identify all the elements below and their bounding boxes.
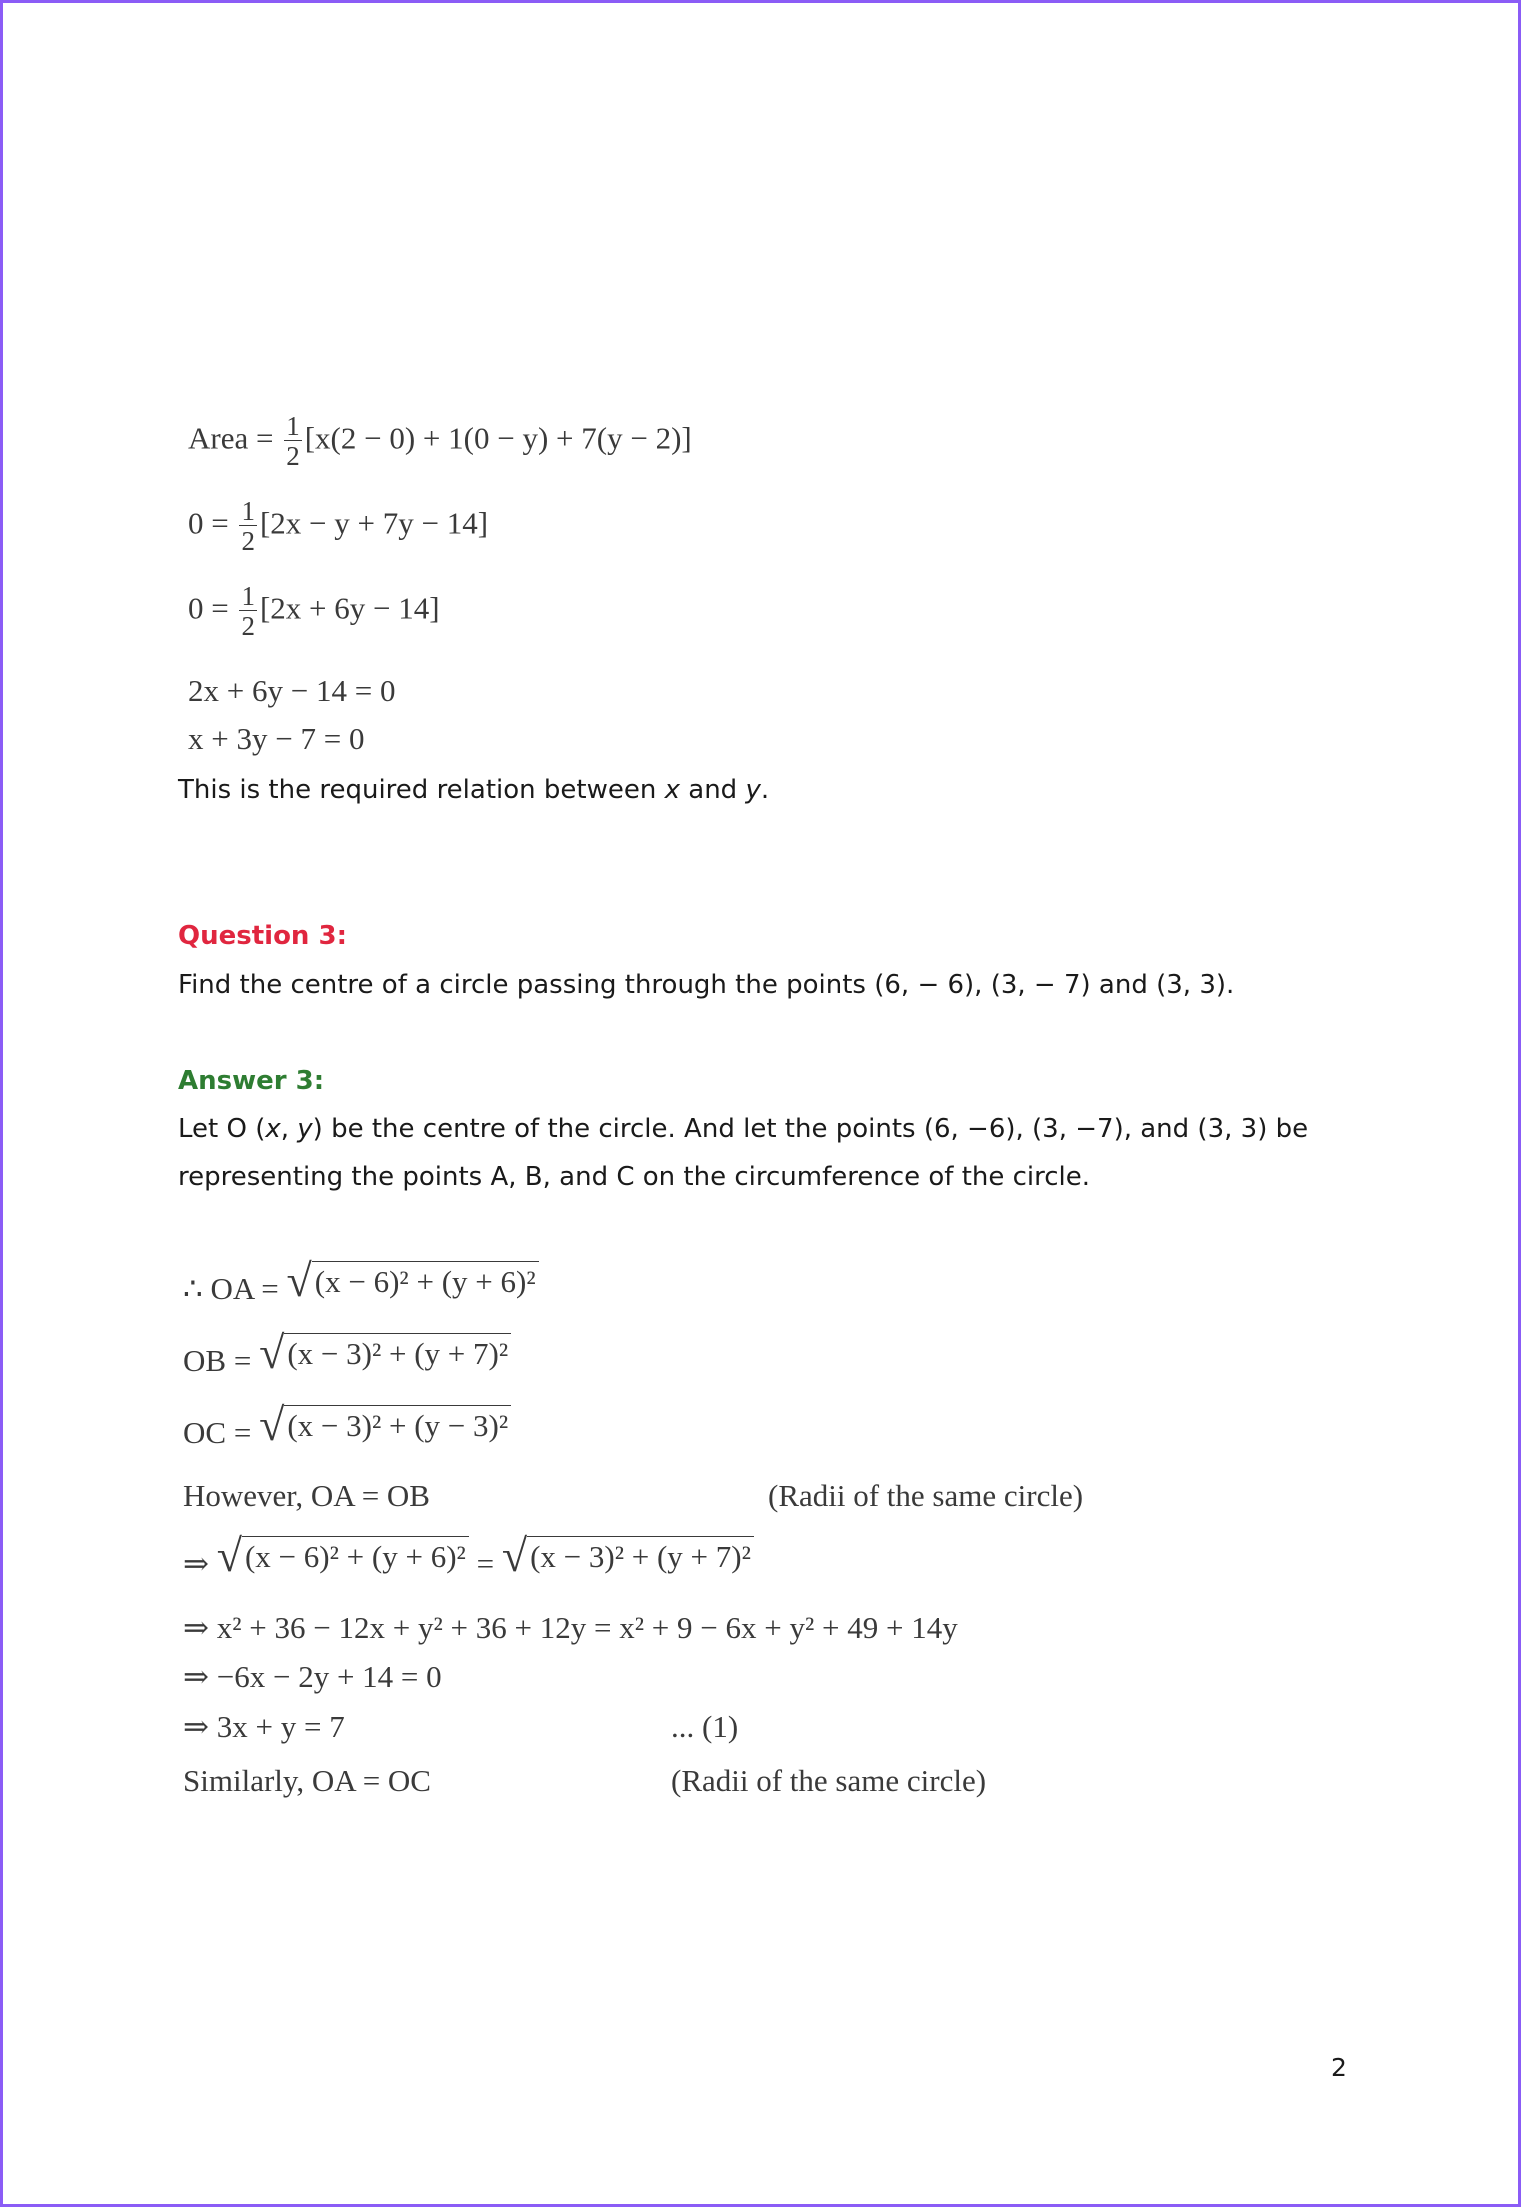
simplified-equation: ⇒ −6x − 2y + 14 = 0 bbox=[183, 1659, 442, 1694]
page-number: 2 bbox=[1331, 2053, 1347, 2082]
area-equation-line2: 0 = $\frac{1}{2}$ [2x − y + 7y − 14] bbox=[188, 496, 489, 556]
square-root: √ (x − 3)² + (y + 7)² bbox=[502, 1536, 754, 1582]
equate-distances: ⇒ √ (x − 6)² + (y + 6)² = √ (x − 3)² + (y + 7)² bbox=[183, 1536, 754, 1582]
however-oa-equals-ob: However, OA = OB bbox=[183, 1478, 430, 1513]
area-equation-line4: 2x + 6y − 14 = 0 bbox=[188, 673, 396, 708]
area-bracket: [x(2 − 0) + 1(0 − y) + 7(y − 2)] bbox=[304, 420, 692, 456]
answer-3-line1: Let O (x, y) be the centre of the circle. And let the points (6, −6), (3, −7), and (3, 3) be bbox=[178, 1114, 1309, 1144]
answer-3-line2: representing the points A, B, and C on the circumference of the circle. bbox=[178, 1162, 1091, 1192]
radii-note-1: (Radii of the same circle) bbox=[768, 1478, 1084, 1513]
expanded-equation: ⇒ x² + 36 − 12x + y² + 36 + 12y = x² + 9 − 6x + y² + 49 + 14y bbox=[183, 1610, 958, 1645]
area-label: Area bbox=[188, 420, 249, 456]
relation-sentence: This is the required relation between x and y. bbox=[178, 775, 770, 805]
ob-distance: OB = √ (x − 3)² + (y + 7)² bbox=[183, 1333, 511, 1379]
oc-distance: OC = √ (x − 3)² + (y − 3)² bbox=[183, 1405, 511, 1451]
area-equation-line3: 0 = $\frac{1}{2}$ [2x + 6y − 14] bbox=[188, 581, 440, 641]
oa-distance: ∴ OA = √ (x − 6)² + (y + 6)² bbox=[183, 1261, 539, 1307]
square-root: √ (x − 3)² + (y + 7)² bbox=[259, 1333, 511, 1379]
area-equation-line1: Area = $\frac{1}{2}$ [x(2 − 0) + 1(0 − y) + 7(y − 2)] bbox=[188, 411, 692, 471]
fraction-one-half: $\frac{1}{2}$ bbox=[241, 581, 255, 641]
square-root: √ (x − 6)² + (y + 6)² bbox=[217, 1536, 469, 1582]
result-equation: ⇒ 3x + y = 7 bbox=[183, 1709, 345, 1744]
square-root: √ (x − 6)² + (y + 6)² bbox=[287, 1261, 539, 1307]
similarly-oa-equals-oc: Similarly, OA = OC bbox=[183, 1763, 431, 1798]
fraction-one-half: $\frac{1}{2}$ bbox=[286, 411, 300, 471]
answer-3-heading: Answer 3: bbox=[178, 1066, 325, 1096]
square-root: √ (x − 3)² + (y − 3)² bbox=[259, 1405, 511, 1451]
equation-label-1: ... (1) bbox=[671, 1709, 739, 1744]
area-equation-line5: x + 3y − 7 = 0 bbox=[188, 721, 365, 756]
question-3-heading: Question 3: bbox=[178, 921, 347, 951]
fraction-one-half: $\frac{1}{2}$ bbox=[241, 496, 255, 556]
question-3-text: Find the centre of a circle passing through the points (6, − 6), (3, − 7) and (3, 3). bbox=[178, 970, 1235, 1000]
radii-note-2: (Radii of the same circle) bbox=[671, 1763, 987, 1798]
